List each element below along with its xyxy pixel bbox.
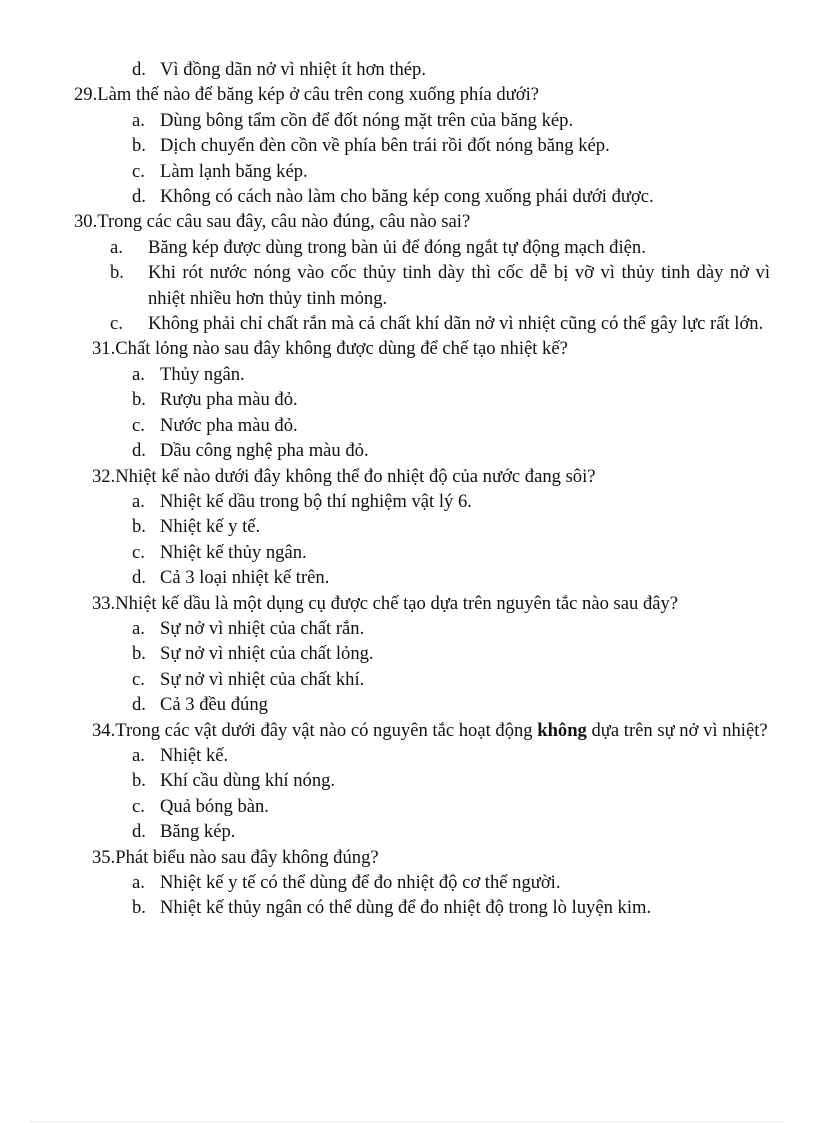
question-31 xyxy=(92,336,770,463)
question-text: 30.Trong các câu sau đây, câu nào đúng, câu nào sai? xyxy=(74,211,471,233)
option-c: c. Sự nở vì nhiệt của chất khí. xyxy=(132,668,365,690)
question-text: 29.Làm thế nào để băng kép ở câu trên cong xuống phía dưới? xyxy=(74,84,540,106)
question-30 xyxy=(74,209,770,336)
question-text: 35.Phát biểu nào sau đây không đúng? xyxy=(92,846,379,868)
question-34 xyxy=(92,718,770,845)
option-c: c. Không phải chỉ chất rắn mà cả chất khí dãn nở vì nhiệt cũng có thể gây lực rất lớn. xyxy=(110,313,764,335)
option-d: d. Cả 3 đều đúng xyxy=(132,694,268,716)
answer-option-28d xyxy=(132,57,770,82)
option-a: a. Nhiệt kế y tế có thể dùng để đo nhiệt độ cơ thể người. xyxy=(132,872,561,893)
question-text: 34.Trong các vật dưới đây vật nào có nguyên tắc hoạt động không dựa trên sự nở vì nhiệt? xyxy=(92,719,768,741)
option-c: c. Nhiệt kế thủy ngân. xyxy=(132,541,307,563)
option-b: b. Khi rót nước nóng vào cốc thủy tinh dày thì cốc dễ bị vỡ vì thủy tinh dày nở vì nhiệt nhiều hơn thủy tinh mỏng. xyxy=(110,262,770,309)
question-number: 34. xyxy=(92,719,116,741)
question-number: 29. xyxy=(74,84,98,106)
question-number: 32. xyxy=(92,465,116,487)
option-a: a. Nhiệt kế dầu trong bộ thí nghiệm vật lý 6. xyxy=(132,490,472,512)
emphasis-negation: không xyxy=(537,719,587,741)
option-a: a. Băng kép được dùng trong bàn ủi để đóng ngắt tự động mạch điện. xyxy=(110,236,646,258)
option-b: b. Khí cầu dùng khí nóng. xyxy=(132,770,336,792)
option-b: b. Dịch chuyển đèn cồn về phía bên trái rồi đốt nóng băng kép. xyxy=(132,135,610,157)
question-35 xyxy=(92,845,770,921)
document-page xyxy=(0,57,816,921)
question-number: 30. xyxy=(74,211,98,233)
option-a: a. Nhiệt kế. xyxy=(132,744,229,766)
option-b: b. Nhiệt kế thủy ngân có thể dùng để đo nhiệt độ trong lò luyện kim. xyxy=(132,897,652,919)
option-d: d. Băng kép. xyxy=(132,821,236,843)
question-29 xyxy=(74,82,770,209)
option-a: a. Dùng bông tẩm cồn để đốt nóng mặt trên của băng kép. xyxy=(132,109,574,131)
question-text: 33.Nhiệt kế dầu là một dụng cụ được chế tạo dựa trên nguyên tắc nào sau đây? xyxy=(92,592,679,614)
question-32 xyxy=(92,464,770,591)
option-d: d. Dầu công nghệ pha màu đỏ. xyxy=(132,440,369,462)
option-c: c. Nước pha màu đỏ. xyxy=(132,414,298,436)
question-number: 33. xyxy=(92,592,116,614)
option-c: c. Làm lạnh băng kép. xyxy=(132,160,308,182)
option-letter: d. xyxy=(132,59,146,80)
question-number: 31. xyxy=(92,338,116,360)
question-33 xyxy=(92,591,770,718)
question-text: 31.Chất lỏng nào sau đây không được dùng để chế tạo nhiệt kế? xyxy=(92,338,568,360)
option-d: d. Cả 3 loại nhiệt kế trên. xyxy=(132,567,330,589)
option-text: Vì đồng dãn nở vì nhiệt ít hơn thép. xyxy=(160,59,427,80)
question-number: 35. xyxy=(92,846,116,868)
question-text: 32.Nhiệt kế nào dưới đây không thể đo nhiệt độ của nước đang sôi? xyxy=(92,465,596,487)
option-b: b. Sự nở vì nhiệt của chất lỏng. xyxy=(132,643,374,665)
option-a: a. Sự nở vì nhiệt của chất rắn. xyxy=(132,617,365,639)
option-d: d. Không có cách nào làm cho băng kép cong xuống phái dưới được. xyxy=(132,186,654,208)
option-b: b. Rượu pha màu đỏ. xyxy=(132,389,298,411)
option-b: b. Nhiệt kế y tế. xyxy=(132,516,261,538)
option-a: a. Thủy ngân. xyxy=(132,363,245,385)
option-c: c. Quả bóng bàn. xyxy=(132,795,269,817)
page-bottom-rule xyxy=(30,1121,786,1122)
